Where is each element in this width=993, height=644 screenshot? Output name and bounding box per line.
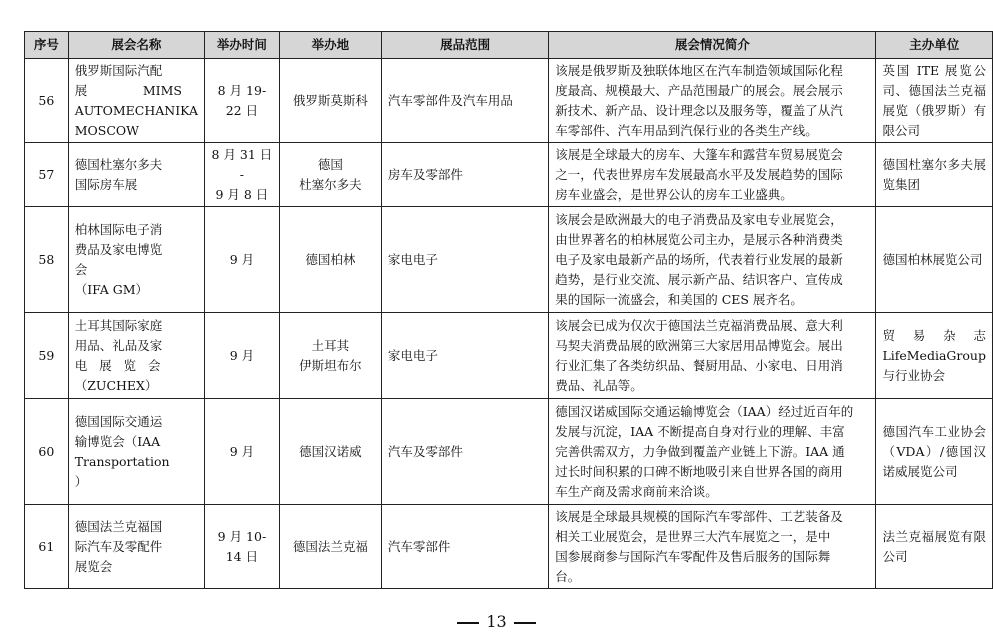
cell-organizer: 贸易杂志 LifeMediaGroup 与行业协会 (876, 313, 993, 399)
cell-exhibition-name: 土耳其国际家庭 用品、礼品及家 电 展 览 会 （ZUCHEX） (68, 313, 204, 399)
cell-location: 德国 杜塞尔多夫 (279, 143, 381, 207)
page-footer (0, 611, 993, 633)
table-row (25, 505, 993, 589)
cell-serial-no: 59 (25, 313, 69, 399)
cell-description: 该展是全球最大的房车、大篷车和露营车贸易展览会 之一，代表世界房车发展最高水平及发展趋势的国际 房车业盛会，是世界公认的房车工业盛典。 (549, 143, 876, 207)
cell-serial-no: 56 (25, 59, 69, 143)
cell-exhibit-scope: 汽车及零部件 (381, 399, 548, 505)
cell-time: 9 月 10- 14 日 (205, 505, 280, 589)
cell-exhibit-scope: 房车及零部件 (381, 143, 548, 207)
footer-dash-right (514, 622, 536, 624)
header-location: 举办地 (279, 32, 381, 59)
cell-location: 俄罗斯莫斯科 (279, 59, 381, 143)
header-time: 举办时间 (205, 32, 280, 59)
cell-location: 德国法兰克福 (279, 505, 381, 589)
table-row (25, 59, 993, 143)
cell-time: 8 月 19- 22 日 (205, 59, 280, 143)
cell-time: 9 月 (205, 313, 280, 399)
exhibition-table-container (24, 31, 993, 589)
cell-exhibit-scope: 汽车零部件 (381, 505, 548, 589)
exhibition-table (24, 31, 993, 589)
cell-serial-no: 61 (25, 505, 69, 589)
cell-organizer: 英国 ITE 展览公司、德国法兰克福展览（俄罗斯）有限公司 (876, 59, 993, 143)
cell-organizer: 德国汽车工业协会（VDA）/德国汉诺威展览公司 (876, 399, 993, 505)
cell-time: 9 月 (205, 399, 280, 505)
header-organizer: 主办单位 (876, 32, 993, 59)
header-exhibition-name: 展会名称 (68, 32, 204, 59)
footer-dash-left (457, 622, 479, 624)
cell-time: 8 月 31 日 - 9 月 8 日 (205, 143, 280, 207)
cell-location: 德国汉诺威 (279, 399, 381, 505)
header-serial-no: 序号 (25, 32, 69, 59)
cell-organizer: 法兰克福展览有限公司 (876, 505, 993, 589)
cell-exhibit-scope: 汽车零部件及汽车用品 (381, 59, 548, 143)
cell-exhibit-scope: 家电电子 (381, 207, 548, 313)
page-number: 13 (486, 612, 507, 631)
cell-serial-no: 58 (25, 207, 69, 313)
cell-organizer: 德国杜塞尔多夫展览集团 (876, 143, 993, 207)
cell-exhibition-name: 柏林国际电子消 费品及家电博览 会 （IFA GM） (68, 207, 204, 313)
cell-description: 该展会已成为仅次于德国法兰克福消费品展、意大利 马契夫消费品展的欧洲第三大家居用品博览会。展出 行业汇集了各类纺织品、餐厨用品、小家电、日用消 费品、礼品等。 (549, 313, 876, 399)
table-row (25, 313, 993, 399)
table-row (25, 207, 993, 313)
cell-serial-no: 60 (25, 399, 69, 505)
header-description: 展会情况简介 (549, 32, 876, 59)
cell-description: 该展是全球最具规模的国际汽车零部件、工艺装备及 相关工业展览会，是世界三大汽车展览之一，是中 国参展商参与国际汽车零配件及售后服务的国际舞 台。 (549, 505, 876, 589)
header-exhibit-scope: 展品范围 (381, 32, 548, 59)
cell-exhibition-name: 德国杜塞尔多夫 国际房车展 (68, 143, 204, 207)
cell-location: 德国柏林 (279, 207, 381, 313)
table-row (25, 399, 993, 505)
cell-exhibit-scope: 家电电子 (381, 313, 548, 399)
cell-description: 该展是俄罗斯及独联体地区在汽车制造领域国际化程 度最高、规模最大、产品范围最广的展会。展会展示 新技术、新产品、设计理念以及服务等，覆盖了从汽 车零部件、汽车用品到汽保行业的各类生产线。 (549, 59, 876, 143)
table-header-row (25, 32, 993, 59)
cell-exhibition-name: 德国国际交通运 输博览会（IAA Transportation ） (68, 399, 204, 505)
cell-exhibition-name: 德国法兰克福国 际汽车及零配件 展览会 (68, 505, 204, 589)
cell-description: 该展会是欧洲最大的电子消费品及家电专业展览会， 由世界著名的柏林展览公司主办，是展示各种消费类 电子及家电最新产品的场所，代表着行业发展的最新 趋势，是行业交流、展示新产品、结识客户、宣传成 果的国际一流盛会，和美国的 CES 展齐名。 (549, 207, 876, 313)
cell-description: 德国汉诺威国际交通运输博览会（IAA）经过近百年的 发展与沉淀，IAA 不断提高自身对行业的理解、丰富 完善供需双方，力争做到覆盖产业链上下游。IAA 通 过长时间积累的口碑不断地吸引来自世界各国的商用 车生产商及需求商前来洽谈。 (549, 399, 876, 505)
cell-serial-no: 57 (25, 143, 69, 207)
cell-location: 土耳其 伊斯坦布尔 (279, 313, 381, 399)
cell-exhibition-name: 俄罗斯国际汽配 展 MIMS AUTOMECHANIKA MOSCOW (68, 59, 204, 143)
cell-time: 9 月 (205, 207, 280, 313)
table-row (25, 143, 993, 207)
cell-organizer: 德国柏林展览公司 (876, 207, 993, 313)
